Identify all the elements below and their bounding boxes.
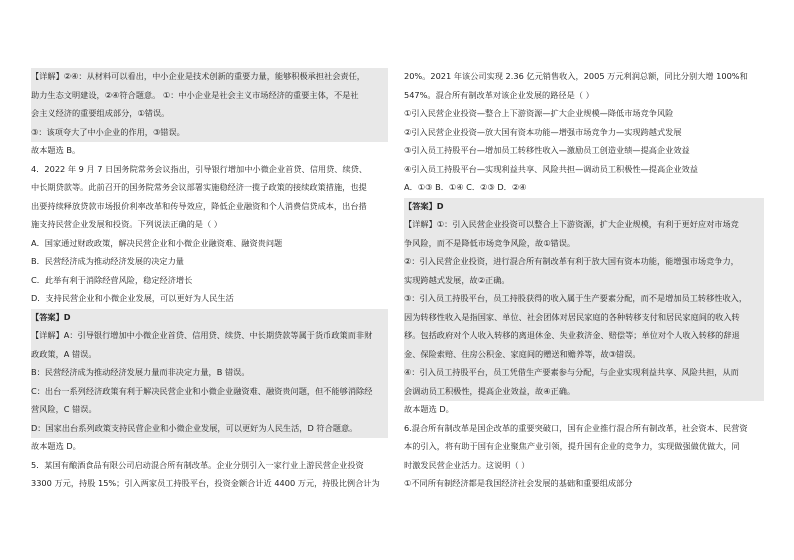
text-line: B：民营经济成为推动经济发展力量而非决定力量，B 错误。 bbox=[31, 364, 388, 383]
text-line: 出要持续释放贷款市场报价利率改革和传导效应，降低企业融资和个人消费信贷成本，出台措 bbox=[31, 200, 367, 211]
text-line: 实现跨越式发展，故②正确。 bbox=[404, 272, 764, 291]
text-line: 故本题选 B。 bbox=[31, 145, 81, 155]
text-line: A．①③ B．①④ C．②③ D．②④ bbox=[404, 182, 527, 192]
text-line: ④：引入员工持股平台，员工凭借生产要素参与分配，与企业实现利益共享、风险共担，从而 bbox=[404, 364, 764, 383]
text-line: 会主义经济的重要组成部分，①错误。 bbox=[31, 105, 388, 124]
text-line: A．国家通过财政政策，解决民营企业和小微企业融资难、融资贵问题 bbox=[31, 237, 283, 248]
text-line: ③：该项夸大了中小企业的作用，③错误。 bbox=[31, 124, 388, 143]
text-line: D．支持民营企业和小微企业发展，可以更好为人民生活 bbox=[31, 293, 234, 303]
text-line: 故本题选 D。 bbox=[31, 441, 81, 451]
text-line: ②：引入民营企业投资，进行混合所有制改革有利于放大国有资本功能，能增强市场竞争力， bbox=[404, 253, 764, 272]
text-line: 【答案】D bbox=[31, 309, 388, 328]
text-line: 中长期贷款等。此前召开的国务院常务会议部署实施稳经济一揽子政策的接续政策措施，也提 bbox=[31, 182, 367, 192]
text-line: 时激发民营企业活力。这说明（ ） bbox=[404, 459, 530, 470]
text-line: 营风险，C 错误。 bbox=[31, 401, 388, 420]
text-line: ④引入员工持股平台—实现利益共享、风险共担—调动员工积极性—提高企业效益 bbox=[404, 163, 698, 174]
text-line: 5．某国有酿酒食品有限公司启动混合所有制改革。企业分別引入一家行业上游民营企业投资 bbox=[31, 459, 364, 470]
text-line: 【详解】②④：从材料可以看出，中小企业是技术创新的重要力量，能够积极承担社会责任， bbox=[31, 68, 388, 87]
text-line: 3300 万元，持股 15%；引入两家员工持股平台，投资金额合计近 4400 万元，持股比例合计为 bbox=[31, 478, 380, 488]
text-line: B．民营经济成为推动经济发展的决定力量 bbox=[31, 256, 184, 266]
text-line: 争风险，而不是降低市场竞争风险，故①错误。 bbox=[404, 235, 764, 254]
text-line: 本的引入，将有助于国有企业聚焦产业引领，提升国有企业的竞争力，实现做强做优做大，同 bbox=[404, 441, 740, 451]
text-line: D：国家出台系列政策支持民营企业和小微企业发展，可以更好为人民生活，D 符合题意。 bbox=[31, 420, 388, 439]
text-line: 移。包括政府对个人收入转移的离退休金、失业救济金、赔偿等；单位对个人收入转移的辞退 bbox=[404, 327, 764, 346]
text-line: 20%。2021 年该公司实现 2.36 亿元销售收入，2005 万元利润总额，同比分别大增 100%和 bbox=[404, 71, 748, 81]
text-line: 会调动员工积极性，提高企业效益，故④正确。 bbox=[404, 383, 764, 402]
text-line: 547%。混合所有制改革对该企业发展的路径是（ ） bbox=[404, 89, 594, 100]
left-column bbox=[31, 68, 388, 494]
text-line: C：出台一系列经济政策有利于解决民营企业和小微企业融资难、融资贵问题，但不能够消除经 bbox=[31, 383, 388, 402]
text-line: 施支持民营企业发展和投资。下列说法正确的是（ ） bbox=[31, 219, 222, 229]
text-line: 因为转移性收入是指国家、单位、社会团体对居民家庭的各种转移支付和居民家庭间的收入转 bbox=[404, 309, 764, 328]
text-line: 政政策，A 错误。 bbox=[31, 346, 388, 365]
text-line: 4．2022 年 9 月 7 日国务院常务会议指出，引导银行增加中小微企业首贷、信用贷、续贷、 bbox=[31, 163, 368, 174]
text-line: ②引入民营企业投资—放大国有资本功能—增强市场竞争力—实现跨越式发展 bbox=[404, 126, 682, 137]
text-line: ①引入民营企业投资—整合上下游资源—扩大企业规模—降低市场竞争风险 bbox=[404, 108, 674, 118]
text-line: 【详解】A：引导银行增加中小微企业首贷、信用贷、续贷、中长期贷款等属于货币政策而非财 bbox=[31, 327, 388, 346]
text-line: 故本题选 D。 bbox=[404, 404, 454, 414]
text-line: ①不同所有制经济都是我国经济社会发展的基础和重要组成部分 bbox=[404, 478, 633, 488]
text-line: 【详解】①：引入民营企业投资可以整合上下游资源，扩大企业规模，有利于更好应对市场竞 bbox=[404, 216, 764, 235]
right-column bbox=[404, 68, 764, 494]
text-line: 【答案】D bbox=[404, 198, 764, 217]
text-line: ③引入员工持股平台—增加员工转移性收入—激励员工创造业绩—提高企业效益 bbox=[404, 145, 690, 155]
text-line: ③：引入员工持股平台，员工持股获得的收入属于生产要素分配，而不是增加员工转移性收入， bbox=[404, 290, 764, 309]
text-line: 6.混合所有制改革是国企改革的重要突破口，国有企业推行混合所有制改革，社会资本、民营资 bbox=[404, 422, 748, 433]
text-line: 助力生态文明建设，②④符合题意。 ①：中小企业是社会主义市场经济的重要主体，不是社 bbox=[31, 87, 388, 106]
text-line: 金、保险索赔、住房公积金、家庭间的赠送和赡养等，故③错误。 bbox=[404, 346, 764, 365]
text-line: C．此举有利于消除经营风险，稳定经济增长 bbox=[31, 274, 193, 285]
